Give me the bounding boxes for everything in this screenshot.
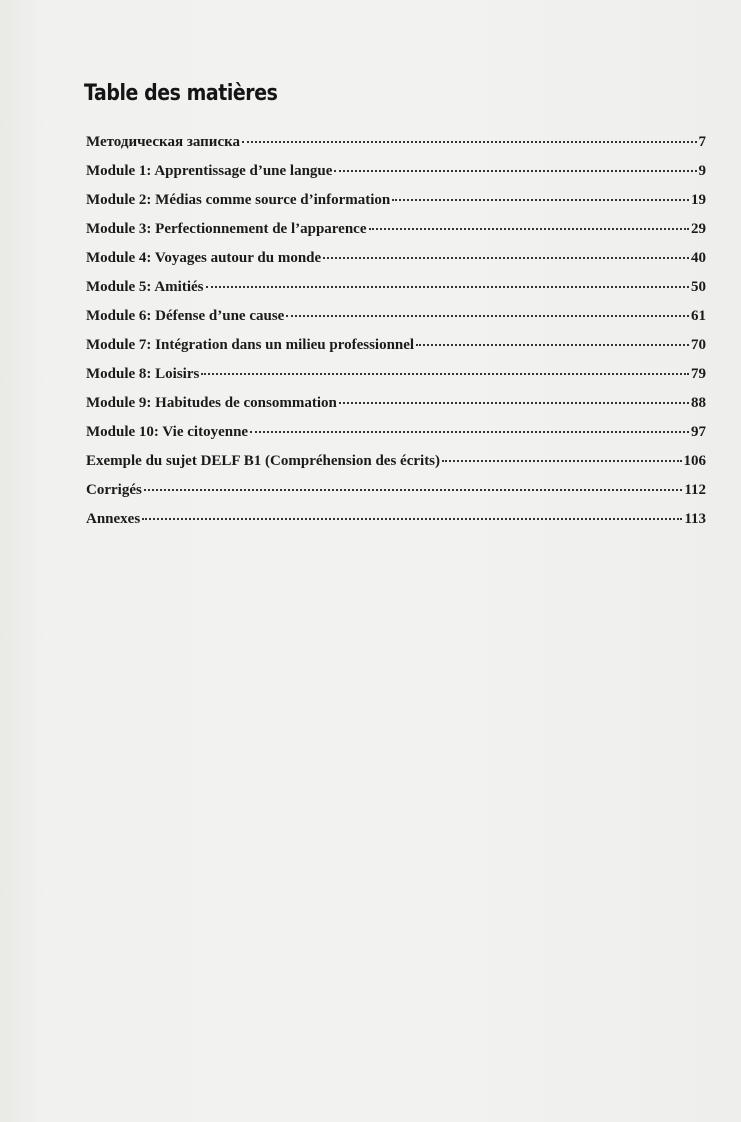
toc-entry-page: 88	[691, 395, 706, 411]
toc-leader-dots	[242, 141, 696, 143]
toc-entry-page: 61	[691, 308, 706, 324]
toc-leader-dots	[339, 402, 689, 404]
toc-entry-page: 97	[691, 424, 706, 440]
table-of-contents	[86, 134, 706, 540]
toc-leader-dots	[323, 257, 689, 259]
toc-leader-dots	[144, 489, 683, 491]
toc-leader-dots	[142, 518, 682, 520]
toc-entry-label: Module 8: Loisirs	[86, 366, 200, 382]
toc-entry-page: 9	[698, 163, 706, 179]
toc-entry-label: Module 7: Intégration dans un milieu professionnel	[86, 337, 415, 353]
toc-entry	[86, 134, 706, 163]
toc-entry	[86, 511, 706, 540]
toc-entry	[86, 482, 706, 511]
toc-entry-page: 106	[683, 453, 706, 469]
toc-entry	[86, 279, 706, 308]
toc-entry-label: Module 9: Habitudes de consommation	[86, 395, 337, 411]
toc-entry	[86, 366, 706, 395]
toc-leader-dots	[286, 315, 689, 317]
toc-leader-dots	[206, 286, 690, 288]
toc-entry-page: 40	[691, 250, 706, 266]
toc-entry-page: 19	[691, 192, 706, 208]
toc-entry-label: Методическая записка	[86, 134, 241, 150]
toc-entry	[86, 424, 706, 453]
toc-entry-label: Module 3: Perfectionnement de l’apparence	[86, 221, 367, 237]
toc-entry-page: 70	[691, 337, 706, 353]
toc-entry-page: 113	[684, 511, 706, 527]
toc-entry-page: 29	[691, 221, 706, 237]
toc-entry-label: Module 1: Apprentissage d’une langue	[86, 163, 333, 179]
toc-leader-dots	[201, 373, 689, 375]
toc-leader-dots	[334, 170, 696, 172]
toc-leader-dots	[442, 460, 681, 462]
page-title: Table des matières	[84, 80, 278, 106]
toc-leader-dots	[392, 199, 689, 201]
toc-entry	[86, 308, 706, 337]
toc-entry-label: Module 10: Vie citoyenne	[86, 424, 249, 440]
toc-entry-label: Annexes	[86, 511, 141, 527]
toc-entry-page: 7	[698, 134, 706, 150]
toc-entry-label: Exemple du sujet DELF B1 (Compréhension des écrits)	[86, 453, 441, 469]
toc-entry-page: 50	[691, 279, 706, 295]
toc-leader-dots	[369, 228, 690, 230]
toc-entry	[86, 395, 706, 424]
toc-leader-dots	[250, 431, 689, 433]
toc-entry-label: Module 6: Défense d’une cause	[86, 308, 285, 324]
toc-entry-page: 112	[684, 482, 706, 498]
toc-entry	[86, 192, 706, 221]
toc-entry	[86, 221, 706, 250]
toc-entry	[86, 250, 706, 279]
toc-entry-page: 79	[691, 366, 706, 382]
toc-leader-dots	[416, 344, 689, 346]
toc-entry	[86, 453, 706, 482]
toc-entry-label: Corrigés	[86, 482, 142, 498]
toc-entry	[86, 163, 706, 192]
toc-entry-label: Module 5: Amitiés	[86, 279, 204, 295]
toc-entry-label: Module 2: Médias comme source d’information	[86, 192, 391, 208]
toc-entry	[86, 337, 706, 366]
toc-entry-label: Module 4: Voyages autour du monde	[86, 250, 322, 266]
